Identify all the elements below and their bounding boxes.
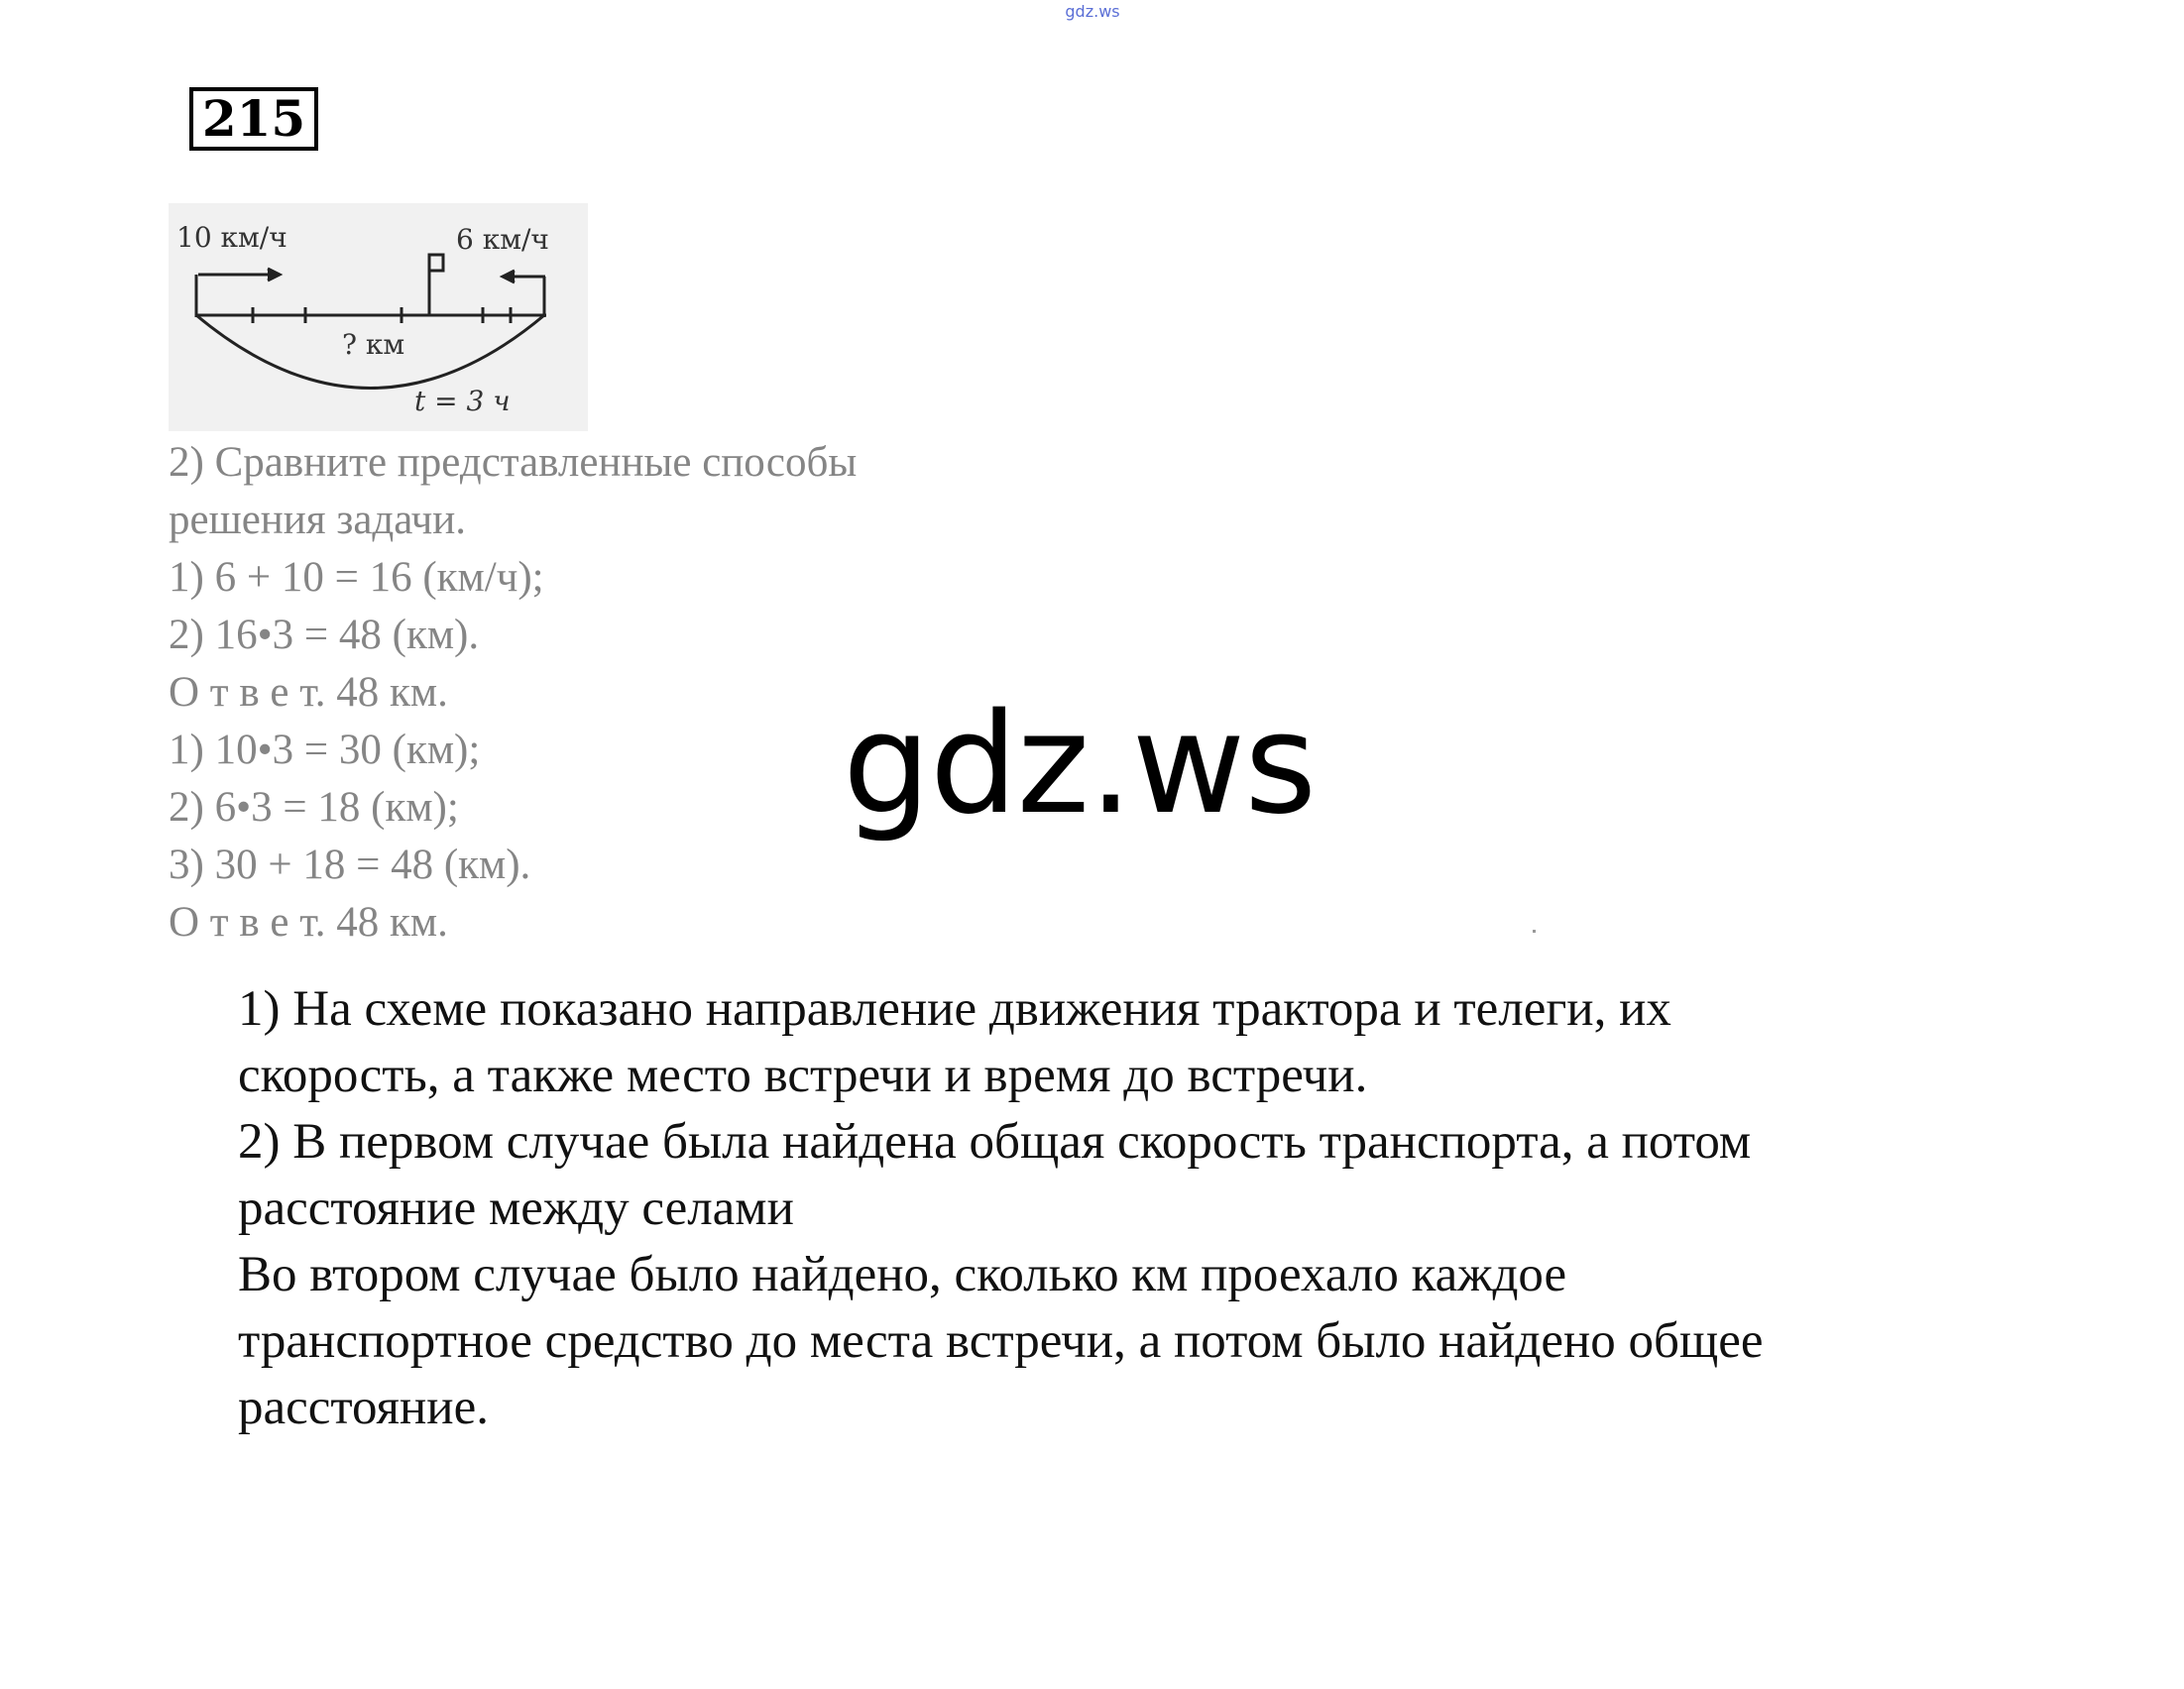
road-line	[195, 275, 546, 323]
condition-line: О т в е т. 48 км.	[169, 899, 448, 946]
condition-line: 2) 16•3 = 48 (км).	[169, 612, 480, 658]
answer-line: расстояние.	[238, 1380, 489, 1435]
site-link[interactable]: gdz.ws	[1065, 2, 1120, 21]
answer-text	[238, 976, 2122, 1441]
condition-line: 3) 30 + 18 = 48 (км).	[169, 842, 531, 888]
answer-line: транспортное средство до места встречи, а потом было найдено общее	[238, 1313, 1764, 1369]
arrow-left-icon	[503, 271, 545, 282]
stray-dot	[1533, 930, 1536, 933]
task-number: 215	[189, 87, 318, 151]
answer-line: 1) На схеме показано направление движения трактора и телеги, их	[238, 981, 1671, 1037]
condition-line: 2) Сравните представленные способы	[169, 439, 858, 486]
answer-line: 2) В первом случае была найдена общая скорость транспорта, а потом	[238, 1114, 1752, 1170]
motion-diagram	[169, 203, 588, 431]
watermark: gdz.ws	[843, 684, 1317, 845]
condition-line: решения задачи.	[169, 497, 467, 543]
answer-line: скорость, а также место встречи и время до встречи.	[238, 1048, 1368, 1103]
diagram-speed-right: 6 км/ч	[456, 223, 549, 256]
answer-line: Во втором случае было найдено, сколько км проехало каждое	[238, 1247, 1567, 1302]
diagram-speed-left: 10 км/ч	[176, 221, 287, 254]
diagram-time-label: t = 3 ч	[414, 385, 511, 417]
answer-line: расстояние между селами	[238, 1181, 794, 1236]
diagram-distance-label: ? км	[342, 328, 405, 361]
condition-line: О т в е т. 48 км.	[169, 669, 448, 716]
condition-line: 2) 6•3 = 18 (км);	[169, 784, 459, 831]
arrow-right-icon	[198, 269, 280, 281]
condition-line: 1) 6 + 10 = 16 (км/ч);	[169, 554, 544, 601]
condition-line: 1) 10•3 = 30 (км);	[169, 727, 481, 773]
meeting-flag-icon	[429, 255, 443, 315]
